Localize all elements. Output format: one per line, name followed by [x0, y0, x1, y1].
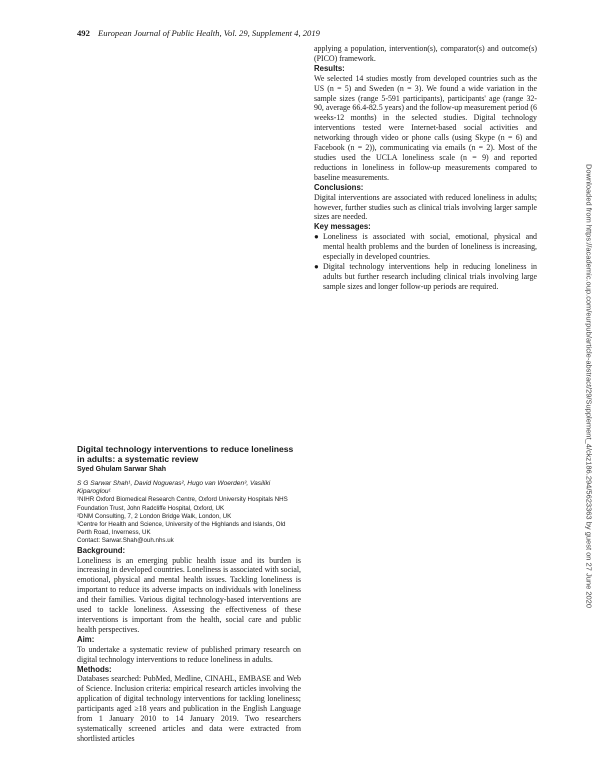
methods-text: Databases searched: PubMed, Medline, CINAHL, EMBASE and Web of Science. Inclusion criteria: empirical research articles involving the application of digital technology interventions for tackling loneliness; participants aged ≥18 years and publication in the English Language from 1 January 2010 to 14 January 2019. Two researchers systematically screened articles and data were extracted from shortlisted articles	[77, 674, 301, 743]
affiliation: ³Centre for Health and Science, University of the Highlands and Islands, Old Perth Road, Inverness, UK	[77, 521, 286, 537]
affiliation: ¹NIHR Oxford Biomedical Research Centre, Oxford University Hospitals NHS Foundation Trust, John Radcliffe Hospital, Oxford, UK	[77, 496, 288, 512]
background-heading: Background:	[77, 545, 126, 555]
results-text: We selected 14 studies mostly from developed countries such as the US (n = 5) and Sweden (n = 3). We found a wide variation in the sample sizes (range 5-591 participants), participants' age (range 32-90, average 66.4-82.5 years) and the follow-up measurement period (6 weeks-12 months) in the selected studies. Digital technology interventions tested were Internet-based social activities and networking through video or phone calls (using Skype (n = 6) and Facebook (n = 2)), communicating via emails (n = 2). Most of the studies used the UCLA loneliness scale (n = 9) and reported reductions in loneliness in follow-up measurements compared to baseline measurements.	[314, 73, 537, 182]
methods-continuation: applying a population, intervention(s), comparator(s) and outcome(s) (PICO) framework.	[314, 44, 537, 63]
right-column	[314, 44, 537, 292]
key-message-text: Digital technology interventions help in reducing loneliness in adults but further research including clinical trials involving large sample sizes and longer follow-up periods are required.	[323, 261, 537, 291]
conclusions-text: Digital interventions are associated with reduced loneliness in adults; however, further studies such as clinical trials involving larger sample sizes are needed.	[314, 192, 537, 222]
methods-heading: Methods:	[77, 664, 112, 674]
key-message-text: Loneliness is associated with social, emotional, physical and mental health problems and the burden of loneliness is increasing, especially in developed countries.	[323, 232, 537, 262]
bullet-icon: ●	[314, 232, 319, 242]
affiliation: ²DNM Consulting, 7, 2 London Bridge Walk, London, UK	[77, 512, 232, 520]
presenter-name: Syed Ghulam Sarwar Shah	[77, 466, 167, 473]
author-list: S G Sarwar Shah¹, David Nogueras², Hugo van Woerden³, Vasiliki Kiparoglou¹	[77, 480, 271, 496]
list-item	[314, 232, 537, 262]
page-number: 492	[77, 28, 90, 38]
bullet-icon: ●	[314, 261, 319, 271]
conclusions-heading: Conclusions:	[314, 182, 364, 192]
left-column	[77, 444, 301, 744]
key-messages-list	[314, 232, 537, 291]
journal-citation: European Journal of Public Health, Vol. 29, Supplement 4, 2019	[98, 28, 320, 38]
aim-text: To undertake a systematic review of published primary research on digital technology interventions to reduce loneliness in adults.	[77, 644, 301, 664]
download-notice: Downloaded from https://academic.oup.com/eurpub/article-abstract/29/Supplement_4/ckz186.294/5623363 by guest on 27 June 2020	[584, 163, 594, 609]
results-heading: Results:	[314, 63, 345, 73]
running-header	[77, 28, 320, 38]
contact-email: Contact: Sarwar.Shah@ouh.nhs.uk	[77, 537, 174, 545]
aim-heading: Aim:	[77, 634, 95, 644]
abstract-title: Digital technology interventions to reduce loneliness in adults: a systematic review	[77, 444, 294, 464]
list-item	[314, 262, 537, 292]
background-text: Loneliness is an emerging public health issue and its burden is increasing in developed countries. Loneliness is associated with social, emotional, physical and mental health issues. Tackling loneliness is important to reduce its adverse impacts on individuals with loneliness and their families. Various digital technology-based interventions are used to tackle loneliness. Assessing the effectiveness of these interventions is important from the health, social care and public health perspectives.	[77, 555, 301, 634]
key-messages-heading: Key messages:	[314, 222, 371, 232]
